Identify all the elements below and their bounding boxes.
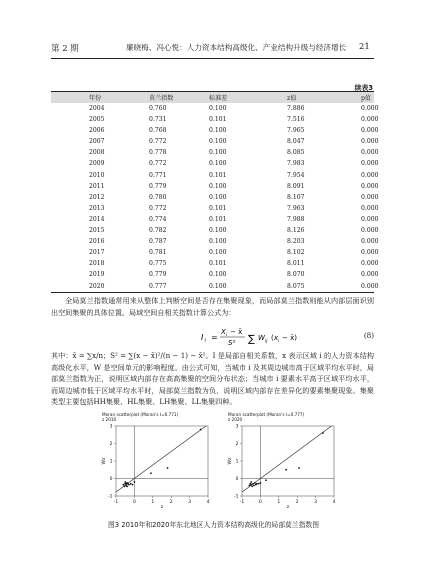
paragraph-intro: 全局莫兰指数通常用来从整体上判断空间是否存在集聚现象，而局部莫兰指数则能从内部层面识别出空间集聚的具体位置。局域空间自相关指数计算公式为： [51, 296, 374, 317]
table-row [51, 170, 374, 181]
cell-year: 2006 [89, 127, 105, 135]
svg-text:∑: ∑ [248, 334, 255, 345]
cell-sd: 0.100 [209, 105, 227, 112]
cell-year: 2011 [89, 182, 105, 190]
x-tick-label: 3 [188, 500, 192, 505]
cell-z: 8.085 [287, 149, 305, 157]
data-point [251, 485, 253, 487]
data-point [130, 483, 132, 485]
fit-line [116, 426, 206, 492]
cell-p: 0.000 [361, 105, 379, 112]
data-point [128, 484, 130, 486]
table-continued-label: 续表3 [354, 84, 373, 92]
svg-text:i: i [226, 333, 228, 338]
x-tick-label: 0 [258, 500, 262, 505]
cell-sd: 0.100 [209, 249, 227, 257]
cell-p: 0.000 [361, 260, 379, 268]
cell-sd: 0.101 [209, 171, 227, 179]
cell-moran: 0.780 [149, 193, 167, 201]
table-row [51, 225, 374, 236]
cell-year: 2010 [89, 171, 105, 179]
y-tick-label: 1 [109, 459, 113, 465]
cell-moran: 0.775 [149, 260, 167, 268]
cell-sd: 0.100 [209, 227, 227, 235]
data-point [248, 485, 250, 487]
col-header-moran: 莫兰指数 [121, 92, 189, 104]
cell-p: 0.000 [361, 204, 379, 212]
cell-year: 2012 [89, 193, 105, 201]
y-tick-label: 3 [235, 424, 239, 430]
table-row [51, 247, 374, 258]
scatter-panel-2 [227, 412, 336, 510]
y-axis-label: Wz [102, 457, 107, 465]
data-point [250, 484, 252, 486]
cell-z: 8.107 [287, 193, 305, 201]
cell-moran: 0.774 [149, 215, 167, 223]
data-point [124, 481, 126, 483]
cell-p: 0.000 [361, 138, 379, 146]
cell-sd: 0.101 [209, 260, 227, 268]
x-tick-label: -1 [113, 500, 119, 505]
x-tick-label: 4 [332, 500, 336, 505]
x-tick-label: 1 [277, 500, 281, 505]
figure-caption: 图3 2010年和2020年东北地区人力资本结构高级化的局部莫兰指数图 [107, 521, 319, 529]
x-tick-label: 0 [132, 500, 136, 505]
svg-text:S²: S² [228, 339, 236, 347]
data-point [123, 485, 125, 487]
cell-year: 2008 [89, 149, 105, 157]
cell-z: 8.011 [287, 260, 305, 268]
cell-year: 2005 [89, 116, 105, 124]
table-row [51, 147, 374, 158]
cell-sd: 0.101 [209, 116, 227, 124]
data-point [260, 482, 262, 484]
x-tick-label: 2 [169, 500, 173, 505]
plot-frame [116, 426, 208, 496]
data-point [167, 467, 169, 469]
cell-year: 2019 [89, 271, 105, 279]
cell-z: 8.102 [287, 249, 305, 257]
table-row [51, 236, 374, 247]
table-row [51, 192, 374, 203]
svg-text:− x̄: − x̄ [230, 328, 243, 336]
cell-p: 0.000 [361, 238, 379, 246]
cell-z: 8.070 [287, 271, 305, 279]
table-row [51, 214, 374, 225]
cell-z: 7.988 [287, 215, 305, 223]
cell-sd: 0.100 [209, 160, 227, 168]
cell-sd: 0.100 [209, 271, 227, 279]
col-header-p: p值 [319, 92, 374, 104]
cell-moran: 0.787 [149, 238, 167, 246]
y-tick-label: 0 [109, 477, 113, 482]
y-tick-label: 2 [235, 442, 239, 447]
plot-title: Moran scatterplot (Moran's I=0.771) [102, 412, 179, 417]
cell-z: 7.965 [287, 127, 305, 135]
svg-text:i: i [278, 339, 280, 344]
cell-year: 2018 [89, 260, 105, 268]
y-axis-label: Wz [228, 457, 233, 465]
cell-p: 0.000 [361, 271, 379, 279]
x-tick-label: 3 [314, 500, 318, 505]
cell-p: 0.000 [361, 171, 379, 179]
table-row [51, 114, 374, 125]
cell-moran: 0.768 [149, 127, 167, 135]
cell-p: 0.000 [361, 182, 379, 190]
data-point [200, 429, 202, 431]
svg-text:i: i [204, 338, 206, 344]
cell-sd: 0.100 [209, 182, 227, 190]
cell-year: 2013 [89, 204, 105, 212]
scatter-panel-1 [101, 412, 210, 510]
col-header-z: z值 [253, 92, 319, 104]
x-tick-label: 1 [151, 500, 155, 505]
cell-z: 8.075 [253, 281, 319, 293]
cell-year: 2015 [89, 227, 105, 235]
cell-sd: 0.100 [209, 193, 227, 201]
data-point [134, 481, 136, 483]
cell-p: 0.000 [361, 215, 379, 223]
cell-moran: 0.772 [149, 160, 167, 168]
data-point [125, 483, 127, 485]
svg-text:X: X [221, 328, 226, 336]
plot-subtitle: z 2020 [228, 417, 243, 422]
table-row [51, 158, 374, 169]
cell-moran: 0.779 [149, 182, 167, 190]
cell-moran: 0.760 [149, 105, 167, 112]
svg-text:x: x [274, 334, 279, 342]
cell-p: 0.000 [361, 193, 379, 201]
x-tick-label: 4 [206, 500, 210, 505]
y-tick-label: 0 [235, 477, 239, 482]
svg-text:W: W [258, 334, 265, 342]
table-row [51, 203, 374, 214]
cell-year: 2004 [89, 105, 105, 112]
cell-year: 2014 [89, 215, 105, 223]
data-point [258, 483, 260, 485]
cell-moran: 0.772 [149, 138, 167, 146]
cell-p: 0.000 [361, 160, 379, 168]
cell-z: 7.954 [287, 171, 305, 179]
page-number: 21 [359, 42, 370, 52]
cell-p: 0.000 [361, 116, 379, 124]
cell-moran: 0.731 [149, 116, 167, 124]
cell-z: 7.983 [287, 160, 305, 168]
equation-line [51, 326, 374, 348]
cell-moran: 0.771 [149, 171, 167, 179]
table-row [51, 103, 374, 114]
y-tick-label: 3 [109, 424, 113, 430]
data-point [250, 481, 252, 483]
plot-subtitle: z 2010 [102, 417, 117, 422]
cell-moran: 0.777 [121, 281, 189, 293]
cell-z: 7.886 [287, 105, 305, 112]
cell-z: 7.516 [287, 116, 305, 124]
data-point [132, 484, 134, 486]
cell-sd: 0.100 [209, 138, 227, 146]
cell-sd: 0.100 [189, 281, 253, 293]
cell-z: 8.126 [287, 227, 305, 235]
cell-z: 8.203 [287, 238, 305, 246]
data-point [150, 472, 152, 474]
y-tick-label: 1 [235, 459, 239, 465]
cell-moran: 0.778 [149, 149, 167, 157]
table-row [51, 125, 374, 136]
cell-year: 2016 [89, 238, 105, 246]
data-point [265, 479, 267, 481]
table-row [51, 136, 374, 147]
x-tick-label: -1 [239, 500, 245, 505]
cell-p: 0.000 [361, 227, 379, 235]
cell-p: 0.000 [361, 127, 379, 135]
col-header-sd: 标准差 [189, 92, 253, 104]
cell-moran: 0.781 [149, 249, 167, 257]
cell-z: 8.091 [287, 182, 305, 190]
cell-p: 0.000 [361, 249, 379, 257]
data-point [126, 485, 128, 487]
cell-sd: 0.100 [209, 149, 227, 157]
cell-year: 2007 [89, 138, 105, 146]
y-tick-label: -1 [108, 494, 113, 500]
equation-number: (8) [363, 331, 374, 340]
cell-year: 2017 [89, 249, 105, 257]
data-point [285, 469, 287, 471]
data-point [254, 482, 256, 484]
table-row [51, 281, 374, 293]
data-point [298, 467, 300, 469]
cell-sd: 0.101 [209, 204, 227, 212]
data-point [322, 432, 324, 434]
svg-text:− x̄): − x̄) [282, 334, 297, 342]
data-point [122, 484, 124, 486]
running-title: 廉晓梅、冯心悦：人力资本结构高级化、产业结构升级与经济增长 [126, 43, 347, 52]
equation-formula [201, 326, 321, 348]
cell-sd: 0.101 [209, 215, 227, 223]
table-row [51, 258, 374, 269]
data-point [256, 483, 258, 485]
svg-text:=: = [211, 333, 218, 342]
moran-scatter-figure [100, 412, 340, 514]
cell-z: 7.963 [287, 204, 305, 212]
plot-title: Moran scatterplot (Moran's I=0.777) [228, 412, 305, 417]
cell-moran: 0.772 [149, 204, 167, 212]
table-row [51, 181, 374, 192]
cell-sd: 0.100 [209, 238, 227, 246]
svg-text:I: I [201, 333, 204, 342]
cell-p: 0.000 [319, 281, 374, 293]
x-tick-label: 2 [295, 500, 299, 505]
cell-z: 8.047 [287, 138, 305, 146]
data-point [253, 485, 255, 487]
svg-text:ij: ij [265, 339, 268, 344]
issue-label: 第 2 期 [51, 44, 79, 54]
cell-moran: 0.779 [149, 271, 167, 279]
cell-sd: 0.100 [209, 127, 227, 135]
table-header-row [51, 92, 374, 104]
svg-text:(: ( [271, 334, 274, 342]
header-rule [51, 58, 374, 59]
cell-year: 2020 [51, 281, 121, 293]
y-tick-label: -1 [234, 494, 239, 500]
data-point [252, 483, 254, 485]
cell-p: 0.000 [361, 149, 379, 157]
moran-table [51, 91, 379, 293]
cell-moran: 0.782 [149, 227, 167, 235]
col-header-year: 年份 [51, 92, 121, 104]
cell-year: 2009 [89, 160, 105, 168]
table-row [51, 269, 374, 280]
y-tick-label: 2 [109, 442, 113, 447]
x-axis-label: z [160, 505, 164, 510]
x-axis-label: z [286, 505, 290, 510]
paragraph-explanation: 其中：x̄ = ∑x/n；S² = ∑(x − x̄)²/(n − 1) − x̄²。I 是局部自相关系数，x 表示区域 i 的人力资本结构高级化水平，W 是空间单元的影响程度。由公式可知，当城市 i 及其周边城市高于区域平均水平时，局部莫兰指数为正，说明区域内部存在高高集聚的空间分布状态；当城市 i 要素水平高于区域平均水平，而周边城市低于区域平均水平时，局部莫兰指数为负，说明区域内部存在差异化的要素集聚现象。集聚类型主要包括HH集聚、HL集聚、LH集聚、LL集聚四种。 [51, 351, 374, 407]
